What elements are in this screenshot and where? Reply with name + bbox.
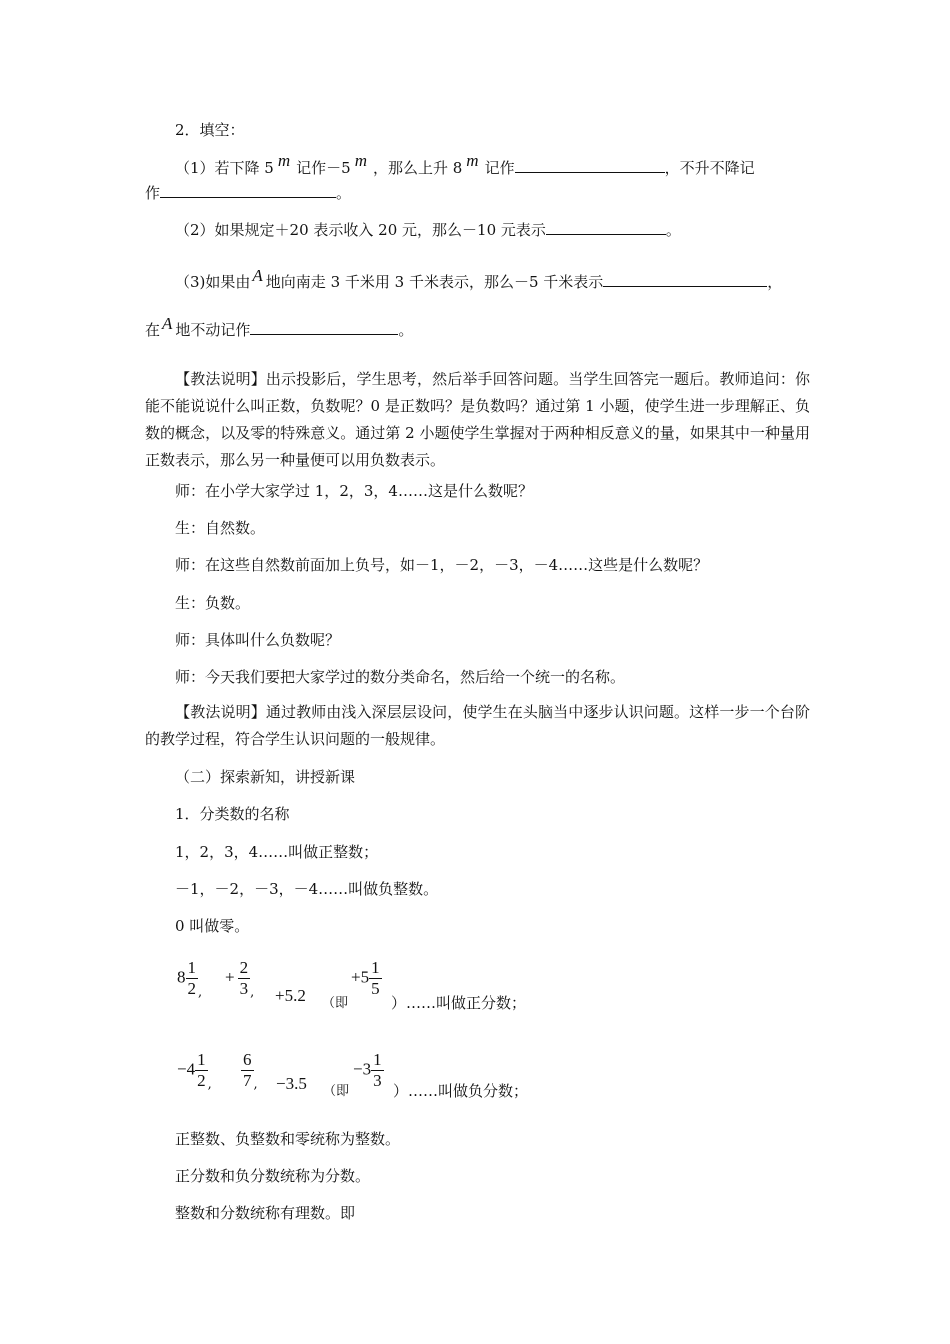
positive-integers-line: 1，2，3，4……叫做正整数； [175, 843, 379, 861]
fraction: + $\frac{2}{3}$ $_,$ [225, 958, 255, 1001]
summary-line: 正分数和负分数统称为分数。 [175, 1167, 371, 1185]
negative-integers-line: －1，－2，－3，－4……叫做负整数。 [175, 880, 439, 898]
unit-m: m [466, 151, 479, 170]
question-1-line2: 作 。 [145, 184, 352, 202]
negative-fractions-label: ）……叫做负分数； [393, 1082, 529, 1100]
summary-line: 正整数、负整数和零统称为整数。 [175, 1130, 401, 1148]
question-2: （2）如果规定＋20 表示收入 20 元，那么－10 元表示 。 [175, 221, 681, 239]
unit-m: m [354, 151, 367, 170]
answer-blank[interactable] [515, 158, 665, 173]
ji-label: （即 [323, 1084, 350, 1099]
dialogue-line: 师：具体叫什么负数呢？ [175, 631, 341, 649]
ji-label: （即 [322, 996, 349, 1011]
point-A: A [252, 266, 263, 285]
dialogue-line: 师：在小学大家学过 1，2，3，4……这是什么数呢？ [175, 482, 533, 500]
dialogue-line: 师：在这些自然数前面加上负号，如－1，－2，－3，－4……这些是什么数呢？ [175, 556, 709, 574]
mixed-fraction: −3 $\frac{1}{3}$ [353, 1050, 382, 1090]
question-1-line1: （1）若下降 5 m 记作－5 m ，那么上升 8 m 记作 ，不升不降记 [175, 151, 755, 177]
teaching-note-1: 【教法说明】出示投影后，学生思考，然后举手回答问题。当学生回答完一题后。教师追问：你能不能说说什么叫正数，负数呢？0 是正数吗？是负数吗？通过第 1 小题，使学生进一步理解正、负数的概念，以及零的特殊意义。通过第 2 小题使学生掌握对于两种相反意义的量，如果其中一种量用正数表示，那么另一种量便可以用负数表示。 [145, 370, 810, 469]
teaching-note-2: 【教法说明】通过教师由浅入深层层设问，使学生在头脑当中逐步认识问题。这样一步一个台阶的教学过程，符合学生认识问题的一般规律。 [145, 703, 810, 748]
decimal: +5.2 [275, 986, 306, 1005]
subsection-title: 1．分类数的名称 [175, 805, 290, 823]
section-heading: 2．填空： [175, 121, 245, 139]
zero-line: 0 叫做零。 [175, 917, 250, 935]
mixed-fraction: +5 $\frac{1}{5}$ [351, 958, 380, 998]
answer-blank[interactable] [546, 220, 666, 235]
mixed-fraction: −4 $\frac{1}{2}$ $_,$ [177, 1050, 212, 1093]
question-3-line2: 在 A 地不动记作 。 [145, 314, 414, 339]
part-heading: （二）探索新知，讲授新课 [175, 768, 356, 786]
decimal: −3.5 [276, 1074, 307, 1093]
dialogue-line: 生：自然数。 [175, 519, 266, 537]
positive-fractions-label: ）……叫做正分数； [391, 994, 527, 1012]
question-3-line1: （3)如果由 A 地向南走 3 千米用 3 千米表示，那么－5 千米表示 ， [175, 266, 783, 291]
mixed-fraction: 8 $\frac{1}{2}$ $_,$ [177, 958, 203, 1001]
point-A: A [162, 314, 173, 333]
fraction: $\frac{6}{7}$ $_,$ [243, 1050, 258, 1093]
dialogue-line: 师：今天我们要把大家学过的数分类命名，然后给一个统一的名称。 [175, 668, 626, 686]
negative-fractions-row [145, 1050, 845, 1110]
unit-m: m [277, 151, 291, 170]
answer-blank[interactable] [250, 320, 398, 335]
summary-line: 整数和分数统称有理数。即 [175, 1204, 356, 1222]
answer-blank[interactable] [160, 183, 336, 198]
dialogue-line: 生：负数。 [175, 594, 251, 612]
answer-blank[interactable] [603, 272, 767, 287]
positive-fractions-row [145, 958, 845, 1018]
